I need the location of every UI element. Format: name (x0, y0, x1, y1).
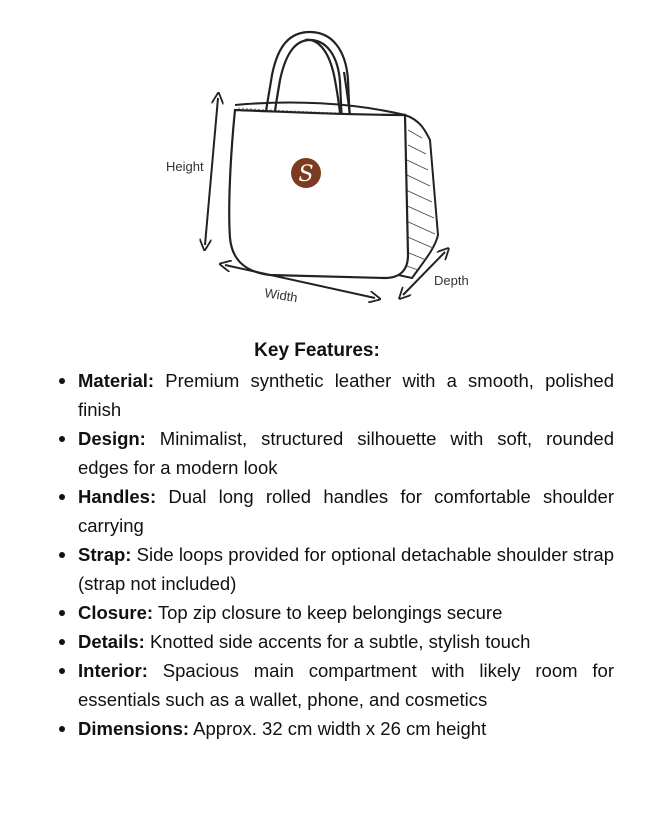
feature-list (55, 366, 614, 743)
bag-sketch (150, 20, 510, 320)
bag-illustration (150, 20, 510, 320)
depth-label: Depth (434, 273, 469, 288)
bag-front-panel (229, 110, 408, 278)
height-label: Height (166, 159, 204, 174)
feature-item-closure: Closure: Top zip closure to keep belongings secure (78, 598, 614, 627)
feature-item-handles: Handles: Dual long rolled handles for comfortable shoulder carrying (78, 482, 614, 540)
key-features-title: Key Features: (254, 340, 380, 361)
svg-text:S: S (298, 162, 314, 187)
feature-item-material: Material: Premium synthetic leather with a smooth, polished finish (78, 366, 614, 424)
feature-item-dimensions: Dimensions: Approx. 32 cm width x 26 cm height (78, 714, 614, 743)
feature-item-design: Design: Minimalist, structured silhouette with soft, rounded edges for a modern look (78, 424, 614, 482)
height-arrow (205, 98, 218, 245)
width-label: Width (263, 285, 299, 306)
feature-item-strap: Strap: Side loops provided for optional detachable shoulder strap (strap not included) (78, 540, 614, 598)
feature-item-details: Details: Knotted side accents for a subtle, stylish touch (78, 627, 614, 656)
feature-item-interior: Interior: Spacious main compartment with likely room for essentials such as a wallet, phone, and cosmetics (78, 656, 614, 714)
brand-logo (291, 158, 321, 188)
